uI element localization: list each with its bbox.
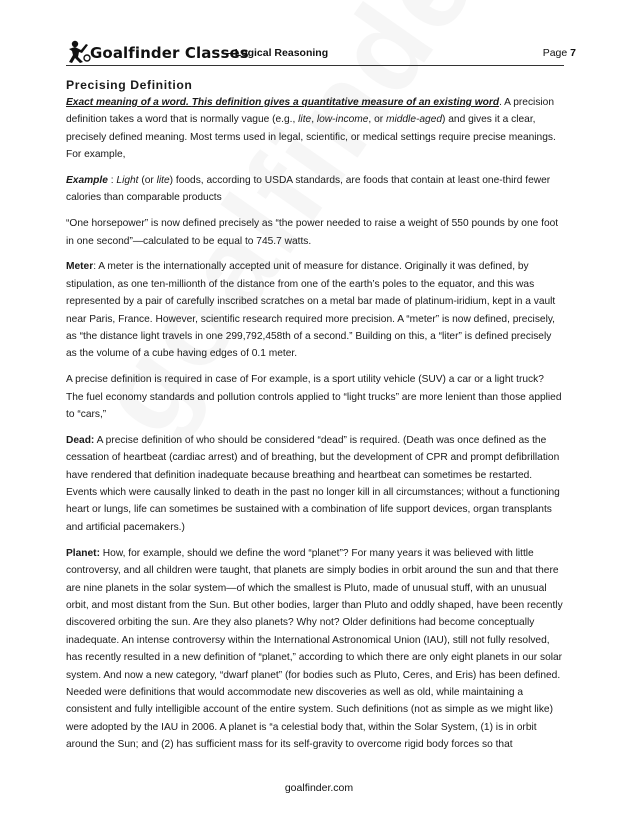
planet-paragraph: Planet: How, for example, should we define the word “planet”? For many years it was believed with little controversy, and all children were taught, that planets are simply bodies in orbit around the sun and that there are nine planets in the solar system—of which the smallest is Pluto, made of unusual stuff, with an unusual orbit, and most distant from the Sun. But other bodies, larger than Pluto and oddly shaped, have been recently discovered orbiting the sun. Are they also planets? Why not? Older definitions had become conceptually inadequate. An intense controversy within the International Astronomical Union (IAU), still not fully resolved, has recently resulted in a new definition of “planet,” according to which there are only eight planets in our solar system. And now a new category, “dwarf planet” (for bodies such as Pluto, Ceres, and Eris) has been defined. [66, 547, 563, 681]
header-divider [66, 65, 564, 66]
section-title: Precising Definition [66, 78, 193, 92]
meter-label: Meter [66, 261, 94, 273]
intro-lead-1: Exact meaning of a word [66, 97, 187, 108]
planet-label: Planet: [66, 547, 100, 559]
page-number-value: 7 [570, 47, 576, 59]
goalfinder-logo-icon [66, 38, 92, 64]
horsepower-paragraph: “One horsepower” is now defined precisely as “the power needed to raise a weight of 550 pounds by one foot in one second”—calculated to be equal to 745.7 watts. [66, 218, 559, 247]
example-label: Example [66, 175, 108, 187]
intro-paragraph: Exact meaning of a word. This definition gives a quantitative measure of an existing word. A precision definition takes a word that is normally vague (e.g., lite, low-income, or middle-aged) and gives it a clear, precisely defined meaning. Most terms used in legal, scientific, or medical settings require precise meanings. For example, [66, 97, 556, 161]
brand-name: Goalfinder Classes [90, 44, 249, 62]
page-number [543, 47, 576, 59]
header-subject: – Logical Reasoning [226, 47, 329, 59]
example-paragraph: Example : Light (or lite) foods, according to USDA standards, are foods that contain at least one-third fewer calories than comparable products [66, 175, 551, 204]
page-footer: goalfinder.com [284, 782, 354, 794]
page-label: Page [542, 47, 568, 59]
dead-paragraph: Dead: A precise definition of who should be considered “dead” is required. (Death was once defined as the cessation of heartbeat (cardiac arrest) and of breathing, but the development of CPR and prompt defibrillation have rendered that definition inadequate because breathing and heartbeat can sometimes be restarted. Events which were causally linked to death in the past no longer kill in all circumstances; without a functioning heart or lungs, life can sometimes be sustained with a combination of life support devices, organ transplants and artificial pacemakers.) [66, 434, 560, 533]
needed-paragraph: Needed were definitions that would accommodate new discoveries as well as old, while maintaining a consistent and fully intelligible account of the entire system. Such definitions (not as simple as we might like) were adopted by the IAU in 2006. A planet is “a celestial body that, within the Solar System, (1) is in orbit around the Sun; and (2) has sufficient mass for its self-gravity to overcome rigid body forces so that [66, 686, 553, 751]
intro-lead-2: This definition gives a quantitative measure of an existing word [191, 97, 500, 108]
suv-paragraph: A precise definition is required in case of For example, is a sport utility vehicle (SUV) a car or a light truck? The fuel economy standards and pollution controls applied to “light trucks” are more lenient than those applied to “cars,” [66, 374, 562, 421]
meter-paragraph: Meter: A meter is the internationally accepted unit of measure for distance. Originally it was defined, by stipulation, as one ten-millionth of the distance from one of the earth’s poles to the equator, and this was represented by a pair of carefully inscribed scratches on a metal bar made of platinum-iridium, kept in a vault near Paris, France. However, scientific research required more precision. A “meter” is now defined, precisely, as “the distance light travels in one 299,792,458th of a second.” Building on this, a “liter” is defined precisely as the volume of a cube having edges of 0.1 meter. [66, 261, 556, 360]
page-content [66, 76, 564, 754]
page-header [66, 38, 576, 66]
dead-label: Dead: [66, 434, 95, 446]
